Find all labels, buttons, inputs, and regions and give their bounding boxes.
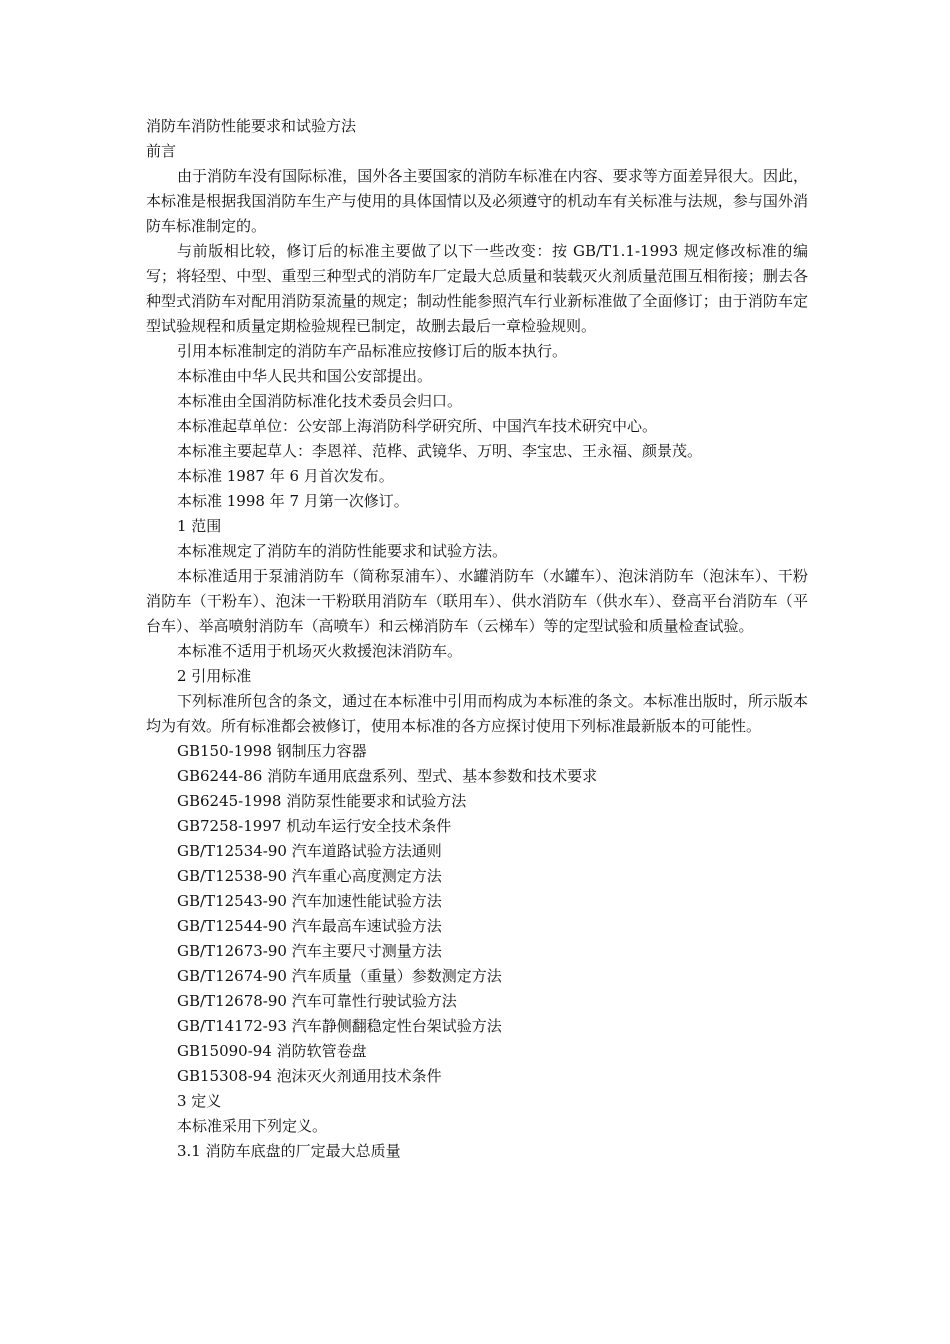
reference-item: GB6245-1998 消防泵性能要求和试验方法 [177,792,467,810]
section-paragraph: 本标准规定了消防车的消防性能要求和试验方法。 [177,542,508,560]
document-page [146,114,808,1164]
section-heading: 3 定义 [177,1092,222,1110]
foreword-paragraph: 本标准 1998 年 7 月第一次修订。 [177,492,409,510]
foreword-paragraph: 引用本标准制定的消防车产品标准应按修订后的版本执行。 [177,342,568,360]
foreword-paragraph: 与前版相比较，修订后的标准主要做了以下一些改变：按 GB/T1.1-1993 规定修改标准的编写；将轻型、中型、重型三种型式的消防车厂定最大总质量和装载灭火剂质量范围互相衔接；删去各种型式消防车对配用消防泵流量的规定；制动性能参照汽车行业新标准做了全面修订；由于消防车定型试验规程和质量定期检验规程已制定，故删去最后一章检验规则。 [146,242,808,335]
foreword-paragraph: 本标准由全国消防标准化技术委员会归口。 [177,392,463,410]
section-paragraph: 本标准适用于泵浦消防车（简称泵浦车）、水罐消防车（水罐车）、泡沫消防车（泡沫车）、干粉消防车（干粉车）、泡沫一干粉联用消防车（联用车）、供水消防车（供水车）、登高平台消防车（平台车）、举高喷射消防车（高喷车）和云梯消防车（云梯车）等的定型试验和质量检查试验。 [146,567,808,635]
reference-item: GB/T12543-90 汽车加速性能试验方法 [177,892,442,910]
reference-item: GB/T12534-90 汽车道路试验方法通则 [177,842,442,860]
reference-item: GB/T12678-90 汽车可靠性行驶试验方法 [177,992,457,1010]
section-heading: 2 引用标准 [177,667,252,685]
foreword-heading: 前言 [146,142,177,160]
foreword-paragraph: 本标准 1987 年 6 月首次发布。 [177,467,394,485]
reference-item: GB15090-94 消防软管卷盘 [177,1042,367,1060]
reference-item: GB150-1998 钢制压力容器 [177,742,367,760]
reference-list [146,739,808,1089]
section-paragraph: 下列标准所包含的条文，通过在本标准中引用而构成为本标准的条文。本标准出版时，所示版本均为有效。所有标准都会被修订，使用本标准的各方应探讨使用下列标准最新版本的可能性。 [146,692,808,735]
foreword-paragraph: 本标准主要起草人：李恩祥、范桦、武镜华、万明、李宝忠、王永福、颜景茂。 [177,442,703,460]
section-paragraph: 本标准采用下列定义。 [177,1117,328,1135]
reference-item: GB7258-1997 机动车运行安全技术条件 [177,817,452,835]
foreword-paragraph: 由于消防车没有国际标准，国外各主要国家的消防车标准在内容、要求等方面差异很大。因此，本标准是根据我国消防车生产与使用的具体国情以及必须遵守的机动车有关标准与法规，参与国外消防车标准制定的。 [146,167,808,235]
subsection-heading: 3.1 消防车底盘的厂定最大总质量 [177,1142,401,1160]
reference-item: GB15308-94 泡沫灭火剂通用技术条件 [177,1067,442,1085]
reference-item: GB/T12538-90 汽车重心高度测定方法 [177,867,442,885]
section-paragraph: 本标准不适用于机场灭火救援泡沫消防车。 [177,642,463,660]
reference-item: GB/T14172-93 汽车静侧翻稳定性台架试验方法 [177,1017,502,1035]
foreword-paragraph: 本标准起草单位：公安部上海消防科学研究所、中国汽车技术研究中心。 [177,417,658,435]
document-title: 消防车消防性能要求和试验方法 [146,117,357,135]
reference-item: GB/T12674-90 汽车质量（重量）参数测定方法 [177,967,502,985]
reference-item: GB/T12544-90 汽车最高车速试验方法 [177,917,442,935]
foreword-paragraph: 本标准由中华人民共和国公安部提出。 [177,367,433,385]
section-heading: 1 范围 [177,517,222,535]
reference-item: GB/T12673-90 汽车主要尺寸测量方法 [177,942,442,960]
reference-item: GB6244-86 消防车通用底盘系列、型式、基本参数和技术要求 [177,767,598,785]
